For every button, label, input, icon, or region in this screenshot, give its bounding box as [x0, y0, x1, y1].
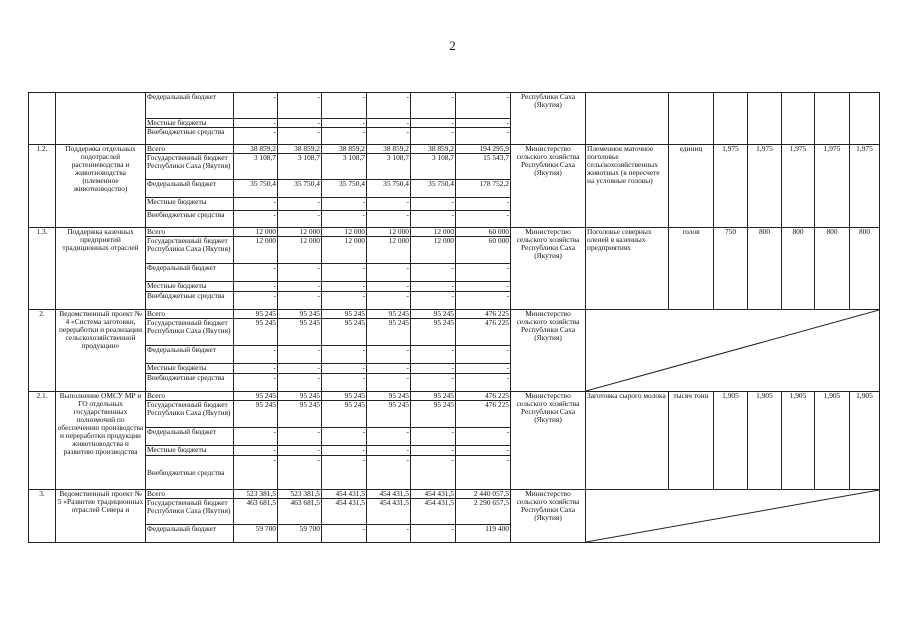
indicator-unit: тысяч тонн — [669, 392, 714, 490]
table-row: Местные бюджеты - - - - - - — [147, 118, 509, 127]
table-row: Местные бюджеты - - - - - - — [147, 363, 509, 372]
source-label: Местные бюджеты — [146, 119, 234, 128]
table-row: Внебюджетные средства - - - - - - — [29, 292, 880, 310]
table-row: Местные бюджеты - - - - - - — [29, 198, 880, 211]
table-row: 1.2. Поддержка отдельных подотраслей растениеводства и животноводства (племенное животноводство) Всего 38 859,2 38 859,2 38 859,2 38 859,2 38 859,2 194 295,9 Министерство сельского хозяйства Республики Саха (Якутия) Племенное маточное поголовье сельскохозяйственных животных (в пересчете на условные головы) единиц 1,975 1,975 1,975 1,975 1,975 — [29, 145, 880, 154]
table-row: Федеральный бюджет 35 750,4 35 750,4 35 750,4 35 750,4 35 750,4 178 752,2 — [29, 180, 880, 198]
measure-name: Поддержка отдельных подотраслей растениеводства и животноводства (племенное животноводство) — [56, 145, 146, 228]
table-row: Федеральный бюджет - - - - - - Республики Саха (Якутия) — [29, 93, 880, 119]
row-number: 2. — [29, 310, 56, 392]
measure-name: Ведомственный проект № 5 «Развитие традиционных отраслей Севера и — [56, 490, 146, 543]
crossed-out-cell — [586, 310, 880, 392]
row-number: 1.2. — [29, 145, 56, 228]
indicator-unit: единиц — [669, 145, 714, 228]
program-funding-table — [28, 92, 880, 543]
page-number: 2 — [449, 38, 456, 53]
source-label: Федеральный бюджет — [146, 93, 234, 119]
executor-cell: Министерство сельского хозяйства Республики Саха (Якутия) — [511, 490, 586, 543]
table-row: Внебюджетные средства - - - - - - — [29, 211, 880, 228]
indicator-unit: голов — [669, 228, 714, 310]
executor-cell: Министерство сельского хозяйства Республики Саха (Якутия) — [511, 145, 586, 228]
table-row: Федеральный бюджет - - - - - - — [29, 346, 880, 364]
indicator-name: Поголовье северных оленей в казенных предприятиях — [586, 228, 669, 310]
indicator-name: Племенное маточное поголовье сельскохозяйственных животных (в пересчете на условные головы) — [586, 145, 669, 228]
executor-cell: Министерство сельского хозяйства Республики Саха (Якутия) — [511, 310, 586, 392]
source-label: Внебюджетные средства — [146, 128, 234, 145]
row-number: 2.1. — [29, 392, 56, 490]
executor-cell: Республики Саха (Якутия) — [511, 93, 586, 145]
table-row: Федеральный бюджет - - - - - - — [29, 264, 880, 282]
table-row: Местные бюджеты - - - - - - — [147, 445, 509, 454]
table-row: 2.1. Выполнение ОМСУ МР и ГО отдельных государственных полномочий по обеспечению производства и переработки продукции животноводства и развитию производства Всего 95 245 95 245 95 245 95 245 95 245 476 225 Министерство сельского хозяйства Республики Саха (Якутия) Заготовка сырого молока тысяч тонн 1,905 1,905 1,905 1,905 1,905 — [29, 392, 880, 401]
diagonal-strike — [586, 490, 879, 542]
measure-name: Ведомственный проект № 4 «Система заготовки, переработки и реализации сельскохозяйственной продукции» — [56, 310, 146, 392]
table-row: Федеральный бюджет 59 700 59 700 - - - 119 400 — [29, 525, 880, 543]
indicator-name: Заготовка сырого молока — [586, 392, 669, 490]
measure-name: Выполнение ОМСУ МР и ГО отдельных государственных полномочий по обеспечению производства и переработки продукции животноводства и развитию производства — [56, 392, 146, 490]
executor-cell: Министерство сельского хозяйства Республики Саха (Якутия) — [511, 228, 586, 310]
table-row: Внебюджетные средства - - - - - - — [29, 128, 880, 145]
executor-cell: Министерство сельского хозяйства Республики Саха (Якутия) — [511, 392, 586, 490]
table-row: Федеральный бюджет - - - - - - — [29, 428, 880, 446]
row-number: 1.3. — [29, 228, 56, 310]
row-number: 3. — [29, 490, 56, 543]
table-row: 1.3. Поддержка казенных предприятий традиционных отраслей Всего 12 000 12 000 12 000 12 000 12 000 60 000 Министерство сельского хозяйства Республики Саха (Якутия) Поголовье северных оленей в казенных предприятиях голов 750 800 800 800 800 — [29, 228, 880, 237]
table-row: Государственный бюджет Республики Саха (Якутия) 3 108,7 3 108,7 3 108,7 3 108,7 3 108,7 15 543,7 — [29, 154, 880, 180]
table-row: Государственный бюджет Республики Саха (Якутия) 95 245 95 245 95 245 95 245 95 245 476 225 — [29, 401, 880, 428]
table-row: Внебюджетные средства - - - - - - — [29, 374, 880, 392]
measure-name: Поддержка казенных предприятий традиционных отраслей — [56, 228, 146, 310]
diagonal-strike — [586, 310, 879, 391]
table-row: Внебюджетные средства - - - - - - — [29, 456, 880, 490]
table-row: Местные бюджеты - - - - - - — [147, 281, 509, 290]
table-row: Государственный бюджет Республики Саха (Якутия) 12 000 12 000 12 000 12 000 12 000 60 000 — [29, 237, 880, 264]
table-row: 2. Ведомственный проект № 4 «Система заготовки, переработки и реализации сельскохозяйственной продукции» Всего 95 245 95 245 95 245 95 245 95 245 476 225 Министерство сельского хозяйства Республики Саха (Якутия) — [29, 310, 880, 319]
table-row: Государственный бюджет Республики Саха (Якутия) 95 245 95 245 95 245 95 245 95 245 476 225 — [29, 319, 880, 346]
crossed-out-cell — [586, 490, 880, 543]
table-row: 3. Ведомственный проект № 5 «Развитие традиционных отраслей Севера и Всего 523 381,5 523 381,5 454 431,5 454 431,5 454 431,5 2 440 057,5 Министерство сельского хозяйства Республики Саха (Якутия) — [29, 490, 880, 499]
table-row: Государственный бюджет Республики Саха (Якутия) 463 681,5 463 681,5 454 431,5 454 431,5 454 431,5 2 290 657,5 — [29, 499, 880, 525]
